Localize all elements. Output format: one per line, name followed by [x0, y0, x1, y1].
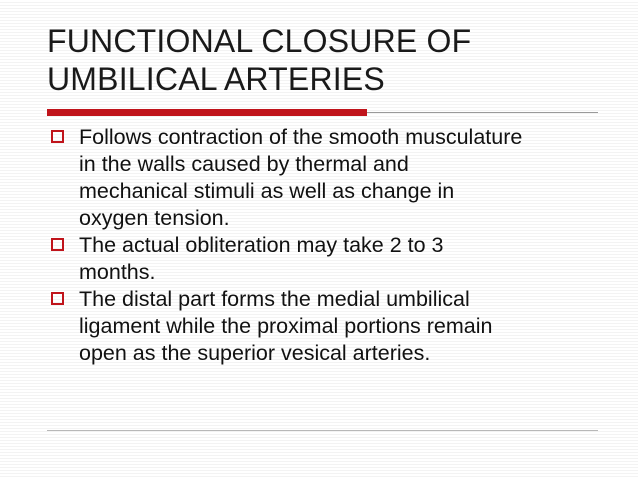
bullet-1-line-4: oxygen tension. [79, 206, 230, 230]
bullet-item-3 [47, 286, 607, 367]
title-line-1: FUNCTIONAL CLOSURE OF [47, 23, 472, 59]
bullet-1-line-3: mechanical stimuli as well as change in [79, 179, 455, 203]
bullet-3-line-3: open as the superior vesical arteries. [79, 341, 431, 365]
bullet-item-2 [47, 232, 607, 286]
slide-title [47, 22, 607, 98]
title-accent-bar [47, 109, 367, 116]
bullet-list [47, 124, 607, 367]
bullet-1-line-1: Follows contraction of the smooth musculature [79, 125, 523, 149]
bullet-2-line-2: months. [79, 260, 156, 284]
title-divider-line [367, 112, 598, 113]
bullet-item-1 [47, 124, 607, 232]
title-line-2: UMBILICAL ARTERIES [47, 61, 385, 97]
footer-divider-line [47, 430, 598, 431]
bullet-3-line-1: The distal part forms the medial umbilical [79, 287, 470, 311]
bullet-1-line-2: in the walls caused by thermal and [79, 152, 409, 176]
checkbox-icon [51, 292, 64, 305]
bullet-3-line-2: ligament while the proximal portions remain [79, 314, 493, 338]
bullet-2-line-1: The actual obliteration may take 2 to 3 [79, 233, 444, 257]
checkbox-icon [51, 238, 64, 251]
checkbox-icon [51, 130, 64, 143]
